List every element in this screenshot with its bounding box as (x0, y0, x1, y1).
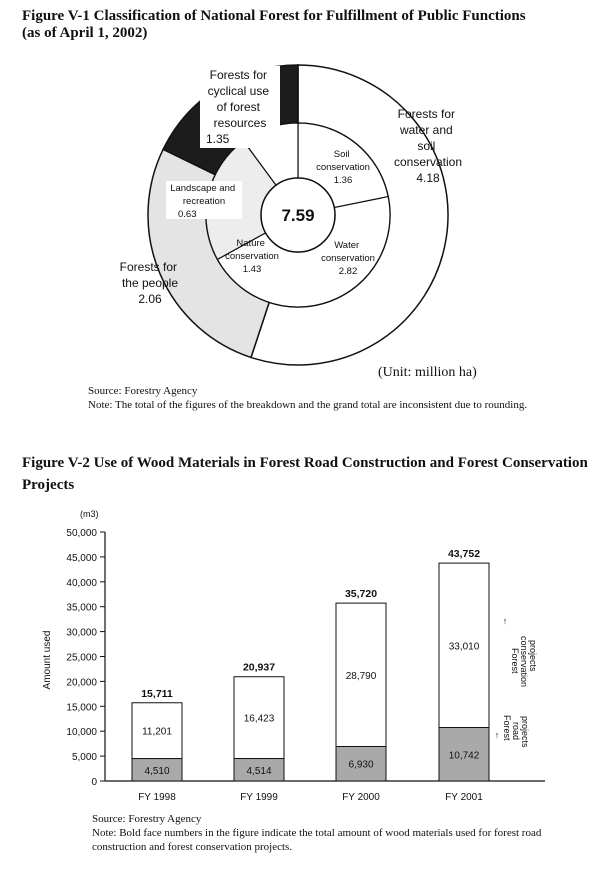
inner-label-landscape-line2: recreation (182, 196, 226, 207)
bar-total-label: 43,752 (447, 548, 481, 561)
outer-value-cyclical: 1.35 (206, 132, 230, 146)
inner-label-nature-line2: conservation (225, 251, 279, 262)
figure2-title: Figure V-2 Use of Wood Materials in Forest Road Construction and Forest Conservation Projects (22, 455, 588, 493)
bar-conservation-label: 33,010 (448, 641, 480, 653)
bar-road-label: 4,514 (246, 765, 272, 777)
bar-conservation-label: 28,790 (345, 670, 377, 682)
inner-value-water: 2.82 (338, 266, 358, 277)
y-tick-label: 35,000 (66, 602, 97, 614)
bar-conservation-label: 11,201 (142, 726, 172, 738)
outer-label-people-line2: the people (121, 276, 179, 290)
x-tick-label: FY 1998 (138, 792, 176, 803)
figure1-donut-chart (0, 0, 600, 380)
outer-label-water-soil-line2: water and (399, 123, 453, 137)
y-tick-label: 30,000 (66, 627, 97, 639)
y-tick-label: 0 (91, 777, 97, 788)
figure2-note: Note: Bold face numbers in the figure indicate the total amount of wood materials used for forest road construction and forest conservation projects. (92, 827, 542, 853)
inner-label-water-line1: Water (334, 240, 360, 251)
y-tick-label: 10,000 (66, 727, 97, 739)
inner-value-landscape: 0.63 (178, 209, 197, 220)
arrow-conservation-icon: ↑ (502, 616, 508, 626)
arrow-road-icon: ↑ (494, 730, 500, 740)
annotation-road-line3: projects (520, 716, 530, 748)
inner-value-soil: 1.36 (333, 175, 353, 186)
outer-label-cyclical-line2: cyclical use (207, 84, 270, 98)
y-tick-label: 50,000 (66, 528, 97, 539)
annotation-road (495, 715, 530, 748)
x-tick-label: FY 2001 (445, 792, 483, 803)
inner-value-nature: 1.43 (242, 264, 262, 275)
figure2-bar-chart (0, 500, 600, 830)
y-axis-title: Amount used (42, 630, 53, 690)
annotation-road-line1: Forest (502, 715, 512, 741)
figure1-unit: (Unit: million ha) (378, 365, 477, 380)
outer-label-cyclical-line3: of forest (216, 100, 261, 114)
bar-total-label: 35,720 (344, 588, 378, 601)
bar-total-label: 20,937 (242, 661, 276, 674)
outer-label-water-soil-line4: conservation (393, 155, 463, 169)
y-tick-label: 20,000 (66, 677, 97, 689)
annotation-conservation-line2: conservation (519, 636, 529, 688)
bar-total-label: 15,711 (141, 687, 173, 700)
outer-label-water-soil-line1: Forests for (397, 107, 456, 121)
bar-road-label: 6,930 (348, 759, 374, 771)
outer-label-people-line1: Forests for (119, 260, 178, 274)
figure1-subtitle: (as of April 1, 2002) (22, 25, 148, 41)
outer-label-cyclical-line1: Forests for (209, 68, 268, 82)
inner-label-water-line2: conservation (321, 253, 375, 264)
annotation-conservation (503, 616, 538, 687)
outer-label-cyclical-line4: resources (213, 116, 267, 130)
annotation-conservation-line1: Forest (510, 648, 520, 674)
bar-marks (132, 548, 489, 803)
inner-label-soil-line1: Soil (333, 149, 350, 160)
figure2-source: Source: Forestry Agency (92, 813, 202, 825)
figure1-source: Source: Forestry Agency (88, 385, 198, 397)
figure1-note: Note: The total of the figures of the breakdown and the grand total are inconsistent due to rounding. (88, 399, 528, 411)
outer-label-water-soil-line3: soil (417, 139, 436, 153)
outer-value-people: 2.06 (138, 292, 162, 306)
figure2-notes (92, 812, 552, 854)
y-unit-label: (m3) (80, 509, 99, 519)
bar-road-label: 10,742 (448, 750, 480, 762)
outer-value-water-soil: 4.18 (416, 171, 440, 185)
bar-road-label: 4,510 (144, 765, 170, 777)
figure1-title: Figure V-1 Classification of National Forest for Fulfillment of Public Functions (22, 8, 526, 24)
annotation-conservation-line3: projects (528, 640, 538, 672)
x-tick-label: FY 2000 (342, 792, 380, 803)
y-tick-label: 5,000 (71, 752, 97, 764)
inner-label-soil-line2: conservation (316, 162, 370, 173)
inner-label-nature-line1: Nature (236, 238, 265, 249)
inner-label-landscape-line1: Landscape and (170, 183, 236, 194)
y-tick-label: 25,000 (66, 652, 97, 664)
donut-center-total: 7.59 (281, 206, 315, 225)
y-tick-label: 15,000 (66, 702, 97, 714)
y-axis-ticks (66, 528, 105, 788)
x-tick-label: FY 1999 (240, 792, 278, 803)
annotation-road-line2: road (511, 722, 521, 741)
figure1-notes (88, 384, 548, 412)
bar-conservation-label: 16,423 (243, 713, 275, 725)
y-tick-label: 45,000 (66, 552, 97, 564)
y-tick-label: 40,000 (66, 577, 97, 589)
